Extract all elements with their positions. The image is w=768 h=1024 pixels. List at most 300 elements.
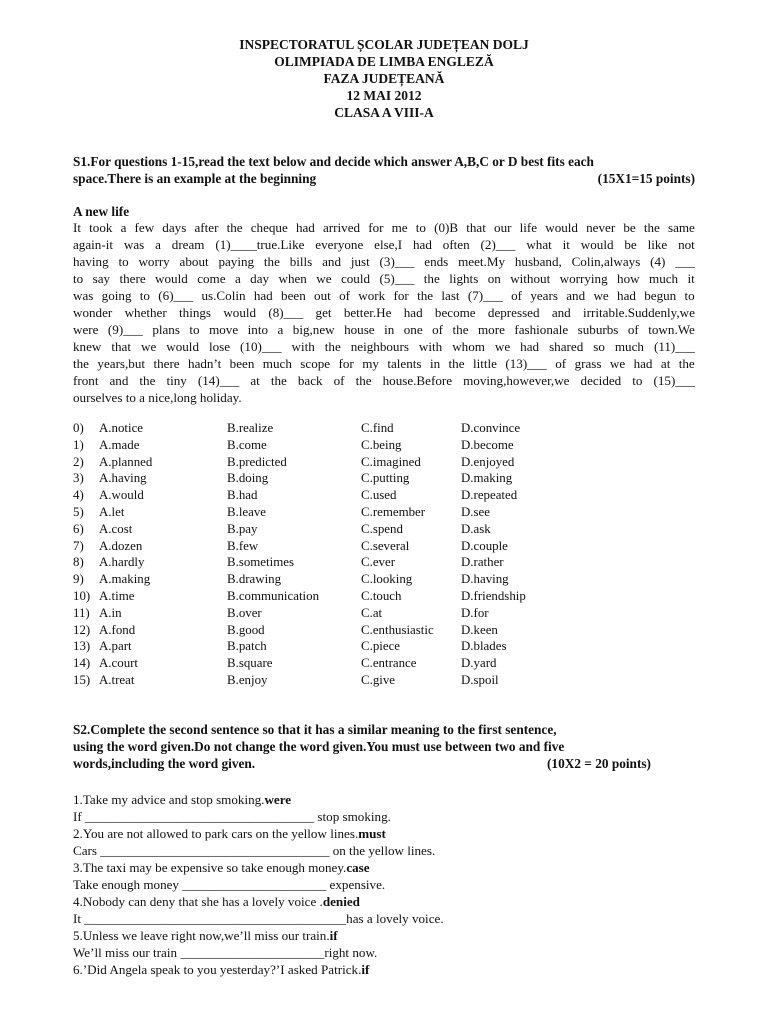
word: suburbs <box>577 322 619 337</box>
sentence-text: 6.’Did Angela speak to you yesterday?’I asked Patrick. <box>73 962 362 977</box>
key-word: were <box>264 792 292 807</box>
word: my <box>362 356 379 371</box>
word: grass <box>574 356 602 371</box>
word: been <box>229 356 255 371</box>
word: a <box>120 220 127 235</box>
word: to <box>632 373 643 388</box>
word: could <box>340 271 371 286</box>
transformation-line <box>73 808 695 825</box>
word: the <box>643 220 660 235</box>
option-b: B.few <box>227 538 259 553</box>
word: with <box>291 339 315 354</box>
word: and <box>322 254 341 269</box>
sentence-text: We’ll miss our train ______________________right now. <box>73 945 378 960</box>
word: years <box>530 288 558 303</box>
transformation-items <box>73 791 695 978</box>
s1-points: (15X1=15 points) <box>597 171 695 186</box>
word: more <box>477 322 505 337</box>
word: arrived <box>322 220 361 235</box>
transformation-line <box>73 893 695 910</box>
word: at <box>660 356 671 371</box>
word: us.Colin <box>201 288 246 303</box>
word: of <box>627 322 639 337</box>
sentence-text: 1.Take my advice and stop smoking. <box>73 792 265 807</box>
s1-instruction-text: space.There is an example at the beginning <box>73 171 317 186</box>
word: with <box>418 339 443 354</box>
question-number: 4) <box>73 488 84 503</box>
word: the <box>678 356 695 371</box>
word: things <box>179 305 212 320</box>
option-c: C.enthusiastic <box>361 622 434 637</box>
s2-points: (10X2 = 20 points) <box>547 756 651 771</box>
key-word: if <box>329 928 338 943</box>
option-a: A.notice <box>99 421 144 435</box>
word: It <box>73 220 81 235</box>
word: would <box>545 220 578 235</box>
option-a: A.treat <box>99 672 135 687</box>
option-a: A.part <box>99 639 132 654</box>
option-c: C.several <box>361 538 410 553</box>
transformation-line <box>73 961 695 978</box>
sentence-text: 4.Nobody can deny that she has a lovely voice . <box>73 894 323 909</box>
option-row <box>73 572 695 589</box>
word: how <box>617 271 640 286</box>
word: (15)___ <box>653 373 695 388</box>
option-b: B.patch <box>227 639 267 654</box>
word: fashionale <box>514 322 569 337</box>
word: depressed <box>487 305 540 320</box>
word: had <box>403 305 423 320</box>
option-c: C.entrance <box>361 656 417 671</box>
document-header <box>73 36 695 121</box>
word: (9)___ <box>107 322 143 337</box>
option-a: A.court <box>99 656 139 671</box>
transformation-line <box>73 859 695 876</box>
transformation-line <box>73 842 695 859</box>
option-d: D.rather <box>461 555 504 570</box>
option-a: A.let <box>99 504 125 519</box>
option-b: B.doing <box>227 471 269 486</box>
word: having <box>73 254 109 269</box>
word: that <box>111 339 131 354</box>
text-title: A new life <box>73 204 130 219</box>
option-row <box>73 488 695 505</box>
word: the <box>452 322 469 337</box>
question-number: 14) <box>73 656 91 671</box>
transformation-line <box>73 910 695 927</box>
word: talents <box>387 356 422 371</box>
word: we <box>593 288 609 303</box>
option-row <box>73 455 695 472</box>
word: had <box>617 288 636 303</box>
question-number: 6) <box>73 521 84 536</box>
word: a <box>155 237 161 252</box>
word: for <box>393 288 409 303</box>
word: become <box>434 305 476 320</box>
text-line <box>73 287 695 304</box>
question-number: 2) <box>73 454 84 469</box>
word: for <box>368 220 384 235</box>
header-phase: FAZA JUDEȚEANĂ <box>323 71 445 86</box>
word: (8)___ <box>268 305 304 320</box>
word: Colin,always <box>571 254 641 269</box>
word: not <box>678 237 695 252</box>
word: dream <box>171 237 205 252</box>
word: neighbours <box>350 339 409 354</box>
question-number: 15) <box>73 672 91 687</box>
word: worrying <box>559 271 608 286</box>
word: husband, <box>514 254 562 269</box>
word: what <box>526 237 552 252</box>
word: one <box>403 322 423 337</box>
word: house.Before <box>382 373 453 388</box>
word: had <box>295 220 315 235</box>
word: in <box>429 356 441 371</box>
option-d: D.enjoyed <box>461 454 515 469</box>
word: so <box>593 339 605 354</box>
word: (14)___ <box>197 373 240 388</box>
word: of <box>432 322 444 337</box>
word: ends <box>424 254 449 269</box>
option-b: B.drawing <box>227 572 282 587</box>
word: without <box>510 271 551 286</box>
word: were <box>73 322 99 337</box>
option-b: B.good <box>227 622 265 637</box>
option-b: B.communication <box>227 588 320 603</box>
option-c: C.touch <box>361 588 402 603</box>
word: the <box>73 356 89 371</box>
text-line <box>73 219 695 236</box>
word: (4) <box>650 254 666 269</box>
option-c: C.find <box>361 421 394 435</box>
word: few <box>134 220 155 235</box>
s2-instruction-line-3 <box>73 755 651 772</box>
word: and <box>566 288 586 303</box>
text-line <box>73 338 695 355</box>
option-row <box>73 639 695 656</box>
word: had <box>413 237 432 252</box>
word: moving,however,we <box>463 373 570 388</box>
word: like <box>647 237 668 252</box>
text-line <box>73 236 695 253</box>
word: cheque <box>250 220 288 235</box>
sentence-text: 5.Unless we leave right now,we’ll miss our train. <box>73 928 330 943</box>
header-inspectorate: INSPECTORATUL ȘCOLAR JUDEȚEAN DOLJ <box>239 37 529 52</box>
word: there <box>119 271 146 286</box>
option-b: B.predicted <box>227 454 287 469</box>
word: else,I <box>374 237 403 252</box>
option-row <box>73 589 695 606</box>
word: day <box>250 271 270 286</box>
word: we <box>494 339 511 354</box>
word: of <box>333 373 345 388</box>
word: scope <box>300 356 331 371</box>
word: years,but <box>97 356 146 371</box>
word: at <box>250 373 260 388</box>
option-a: A.time <box>99 588 135 603</box>
option-a: A.fond <box>99 622 136 637</box>
option-d: D.see <box>461 504 490 519</box>
option-a: A.planned <box>99 454 153 469</box>
word: house <box>344 322 375 337</box>
word: irritable.Suddenly,we <box>583 305 695 320</box>
sentence-text: Take enough money ______________________ expensive. <box>73 877 386 892</box>
option-b: B.square <box>227 656 273 671</box>
word: paying <box>218 254 255 269</box>
word: decided <box>580 373 622 388</box>
word: the <box>226 220 243 235</box>
transformation-line <box>73 927 695 944</box>
word: and <box>109 373 129 388</box>
word: work <box>358 288 386 303</box>
option-a: A.making <box>99 572 151 587</box>
text-line <box>73 270 695 287</box>
word: had <box>520 339 540 354</box>
word: life <box>519 220 538 235</box>
option-row <box>73 656 695 673</box>
word: to <box>684 288 695 303</box>
sentence-text: It ________________________________________has a lovely voice. <box>73 911 444 926</box>
option-c: C.give <box>361 672 396 687</box>
option-b: B.leave <box>227 504 267 519</box>
word: everyone <box>315 237 364 252</box>
word: out <box>314 288 331 303</box>
word: there <box>153 356 180 371</box>
option-a: A.hardly <box>99 555 145 570</box>
transformation-line <box>73 944 695 961</box>
option-a: A.would <box>99 488 144 503</box>
option-row <box>73 471 695 488</box>
word: wonder <box>73 305 113 320</box>
word: be <box>623 220 636 235</box>
word: going <box>101 288 132 303</box>
word: a <box>277 322 284 337</box>
option-row <box>73 438 695 455</box>
word: front <box>73 373 99 388</box>
word: just <box>350 254 370 269</box>
word: the <box>324 339 341 354</box>
option-d: D.having <box>461 572 509 587</box>
word: meet.My <box>458 254 506 269</box>
question-number: 11) <box>73 605 90 620</box>
option-row <box>73 505 695 522</box>
word: (6)___ <box>158 288 194 303</box>
word: (10)___ <box>240 339 282 354</box>
word: much <box>614 339 644 354</box>
question-number: 9) <box>73 572 84 587</box>
option-b: B.had <box>227 488 258 503</box>
word: our <box>494 220 512 235</box>
option-c: C.putting <box>361 471 410 486</box>
word: after <box>194 220 219 235</box>
word: little <box>472 356 497 371</box>
option-a: A.having <box>99 471 147 486</box>
word: last <box>441 288 460 303</box>
option-row <box>73 606 695 623</box>
option-d: D.for <box>461 605 489 620</box>
word: whether <box>124 305 167 320</box>
s1-instructions <box>73 153 695 187</box>
word: the <box>417 288 434 303</box>
word: and <box>551 305 571 320</box>
option-d: D.couple <box>461 538 508 553</box>
word: tiny <box>166 373 187 388</box>
option-d: D.ask <box>461 521 491 536</box>
sentence-text: If ___________________________________ stop smoking. <box>73 809 391 824</box>
word: to <box>415 220 426 235</box>
word: the <box>139 373 156 388</box>
word: had <box>633 356 653 371</box>
word: when <box>278 271 307 286</box>
s1-instruction-line-2 <box>73 170 695 187</box>
transformation-line <box>73 791 695 808</box>
key-word: if <box>361 962 370 977</box>
word: would <box>166 339 199 354</box>
word: me <box>391 220 408 235</box>
question-number: 8) <box>73 555 84 570</box>
word: often <box>442 237 470 252</box>
option-c: C.spend <box>361 521 403 536</box>
word: would <box>223 305 257 320</box>
text-line <box>73 372 695 389</box>
word: much <box>649 271 679 286</box>
s2-instruction-text: words,including the word given. <box>73 756 256 771</box>
word: better.He <box>343 305 392 320</box>
word: again-it <box>73 237 113 252</box>
option-c: C.being <box>361 437 402 452</box>
question-number: 1) <box>73 437 84 452</box>
word: to <box>73 271 84 286</box>
reading-text <box>73 219 695 406</box>
header-class: CLASA A VIII-A <box>334 105 434 120</box>
text-line <box>73 253 695 270</box>
word: back <box>297 373 323 388</box>
option-b: B.come <box>227 437 267 452</box>
option-row <box>73 522 695 539</box>
option-a: A.cost <box>99 521 133 536</box>
word: into <box>247 322 269 337</box>
word: the <box>270 373 287 388</box>
option-d: D.making <box>461 471 513 486</box>
option-b: B.sometimes <box>227 555 294 570</box>
word: big,new <box>292 322 335 337</box>
sentence-text: Cars ___________________________________ on the yellow lines. <box>73 843 436 858</box>
word: get <box>315 305 332 320</box>
word: the <box>355 373 372 388</box>
s2-instruction-line: using the word given.Do not change the word given.You must use between two and five <box>73 739 565 754</box>
word: bills <box>289 254 313 269</box>
text-line: ourselves to a nice,long holiday. <box>73 390 242 405</box>
word: (0)B <box>434 220 459 235</box>
word: (7)___ <box>467 288 503 303</box>
word: that <box>466 220 486 235</box>
word: days <box>162 220 187 235</box>
transformation-line <box>73 876 695 893</box>
word: move <box>209 322 239 337</box>
word: to <box>189 322 200 337</box>
word: we <box>316 271 332 286</box>
word: (11)___ <box>653 339 695 354</box>
option-c: C.remember <box>361 504 426 519</box>
word: (2)___ <box>480 237 516 252</box>
option-d: D.keen <box>461 622 498 637</box>
question-number: 10) <box>73 588 91 603</box>
word: would <box>580 237 614 252</box>
word: say <box>92 271 111 286</box>
option-a: A.dozen <box>99 538 143 553</box>
key-word: must <box>358 826 386 841</box>
word: took <box>89 220 113 235</box>
word: the <box>423 271 440 286</box>
word: whom <box>452 339 485 354</box>
word: the <box>263 254 280 269</box>
word: had <box>253 288 273 303</box>
option-d: D.yard <box>461 656 497 671</box>
word: hadn’t <box>188 356 222 371</box>
option-c: C.piece <box>361 639 401 654</box>
header-olympiad: OLIMPIADA DE LIMBA ENGLEZĂ <box>274 54 494 69</box>
word: town.We <box>648 322 695 337</box>
option-c: C.looking <box>361 572 413 587</box>
option-d: D.blades <box>461 639 507 654</box>
question-number: 12) <box>73 622 91 637</box>
word: come <box>197 271 226 286</box>
word: we <box>140 339 157 354</box>
word: it <box>562 237 570 252</box>
word: of <box>511 288 523 303</box>
word: same <box>667 220 695 235</box>
word: (1)____true.Like <box>215 237 305 252</box>
option-row <box>73 673 695 690</box>
option-row <box>73 555 695 572</box>
word: lights <box>449 271 479 286</box>
text-line <box>73 355 695 372</box>
option-d: D.repeated <box>461 488 518 503</box>
question-number: 5) <box>73 504 84 519</box>
word: (13)___ <box>505 356 547 371</box>
word: worry <box>138 254 170 269</box>
option-d: D.convince <box>461 421 521 435</box>
word: about <box>179 254 209 269</box>
option-row <box>73 539 695 556</box>
option-c: C.used <box>361 488 397 503</box>
word: for <box>338 356 354 371</box>
option-row <box>73 421 695 438</box>
word: lose <box>208 339 231 354</box>
word: would <box>155 271 188 286</box>
word: to <box>139 288 150 303</box>
transformation-line <box>73 825 695 842</box>
word: a <box>234 271 241 286</box>
word: (3)___ <box>379 254 415 269</box>
word: plans <box>152 322 180 337</box>
word: the <box>448 356 465 371</box>
option-b: B.enjoy <box>227 672 268 687</box>
option-c: C.at <box>361 605 383 620</box>
option-d: D.become <box>461 437 514 452</box>
option-c: C.ever <box>361 555 396 570</box>
word: been <box>281 288 306 303</box>
question-number: 0) <box>73 421 84 435</box>
word: begun <box>644 288 677 303</box>
option-row <box>73 623 695 640</box>
word: was <box>73 288 94 303</box>
word: much <box>262 356 292 371</box>
option-d: D.spoil <box>461 672 499 687</box>
word: never <box>586 220 616 235</box>
option-b: B.over <box>227 605 262 620</box>
header-date: 12 MAI 2012 <box>346 88 422 103</box>
